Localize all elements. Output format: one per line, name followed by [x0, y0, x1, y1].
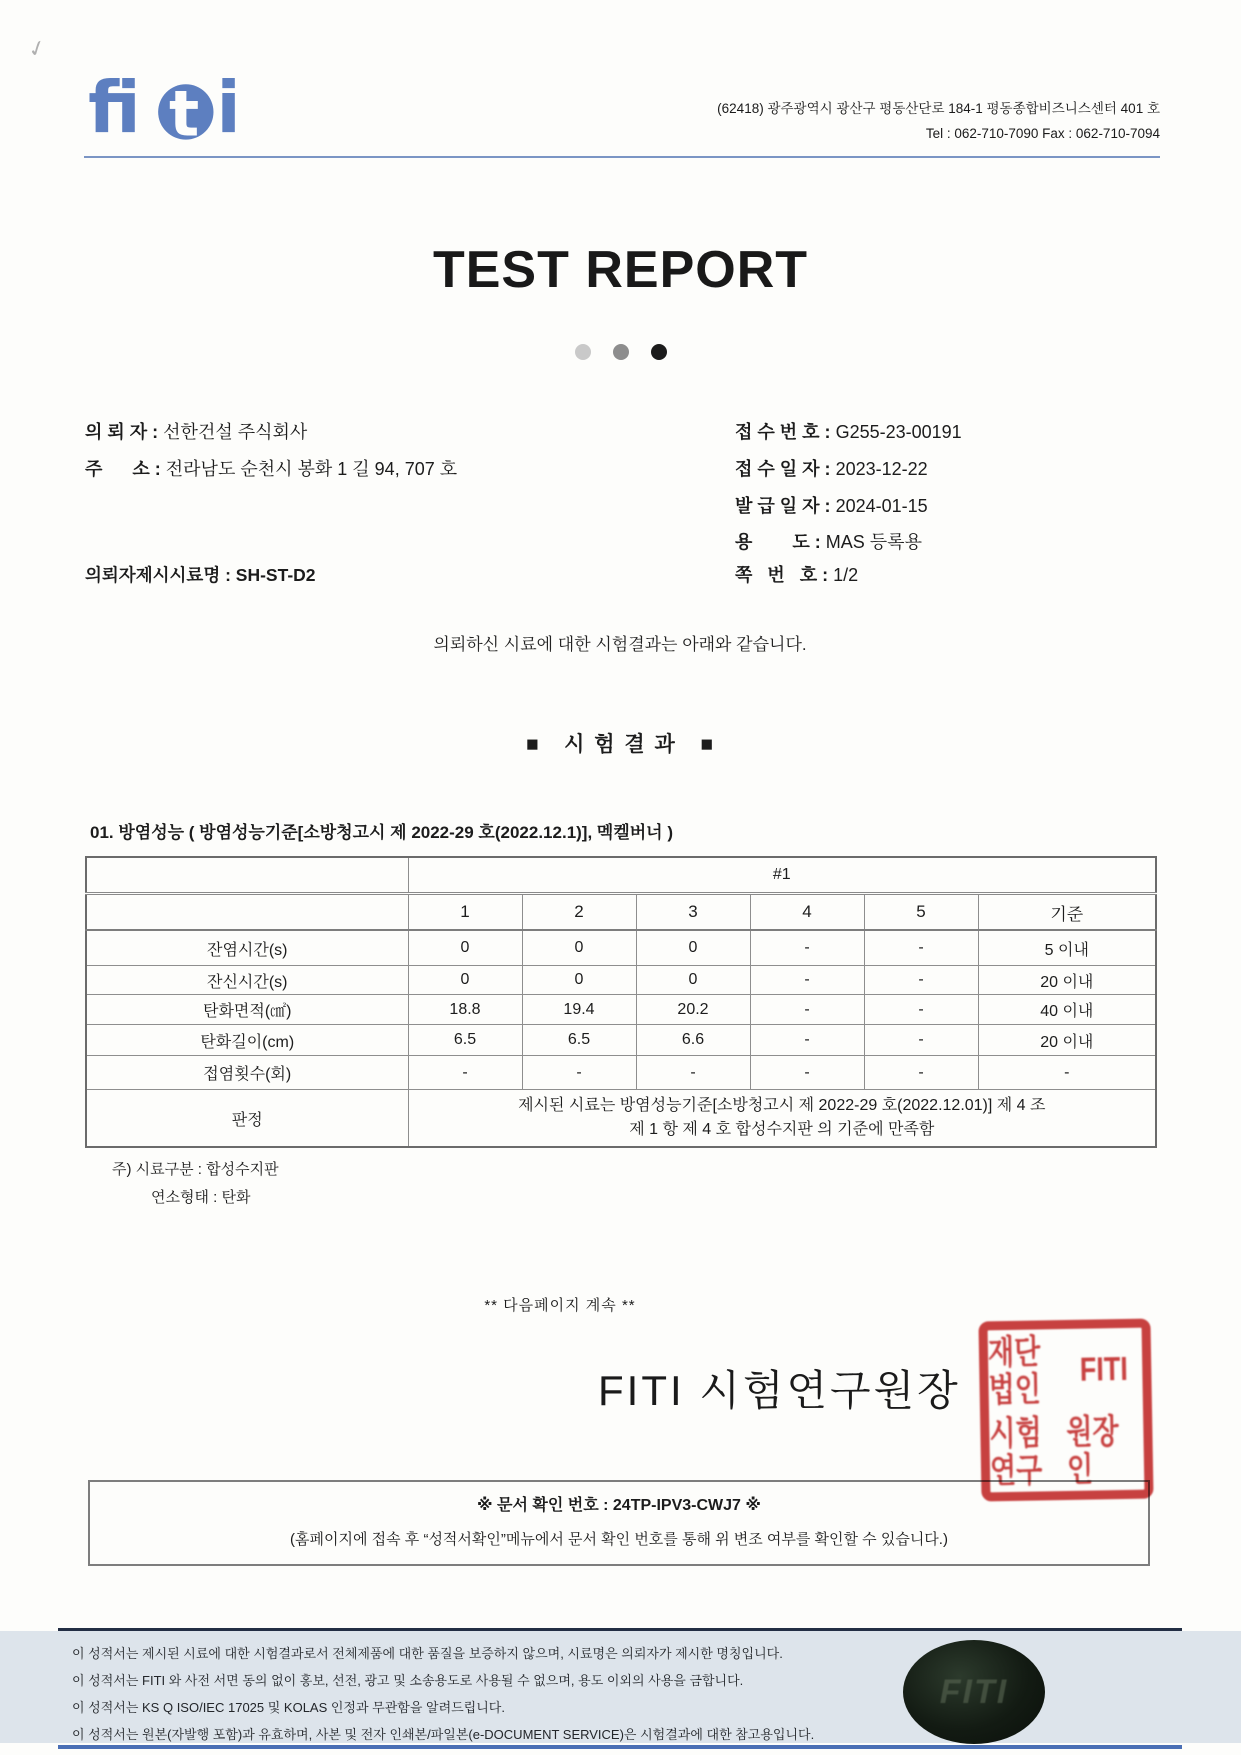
address-label: 주 소 : — [85, 459, 166, 479]
cell-criteria: 40 이내 — [978, 995, 1156, 1025]
col-header: 5 — [864, 894, 978, 931]
cell: 18.8 — [408, 995, 522, 1025]
lab-phone-fax: Tel : 062-710-7090 Fax : 062-710-7094 — [925, 126, 1160, 141]
verification-number: ※ 문서 확인 번호 : 24TP-IPV3-CWJ7 ※ — [477, 1497, 761, 1514]
address-row — [85, 458, 457, 480]
cell: 6.5 — [522, 1025, 636, 1056]
cell-criteria: 20 이내 — [978, 1025, 1156, 1056]
seal-text: 재단법인 — [987, 1332, 1042, 1409]
row-label: 잔염시간(s) — [86, 930, 408, 966]
row-label: 잔신시간(s) — [86, 966, 408, 995]
receipt-date-value: 2023-12-22 — [835, 459, 928, 479]
title-dots — [0, 344, 1241, 365]
verification-guide: (홈페이지에 접속 후 “성적서확인”메뉴에서 문서 확인 번호를 통해 위 변조 여부를 확인할 수 있습니다.) — [290, 1531, 948, 1548]
lab-address — [560, 96, 1160, 146]
cell: - — [864, 1025, 978, 1056]
address-value: 전라남도 순천시 봉화 1 길 94, 707 호 — [165, 459, 458, 479]
row-label: 접염횟수(회) — [86, 1056, 408, 1090]
footer-fiti-text: FITI — [939, 1672, 1009, 1711]
svg-text:i: i — [216, 70, 241, 150]
footer-line: 이 성적서는 KS Q ISO/IEC 17025 및 KOLAS 인정과 무관함을 알려드립니다. — [72, 1700, 505, 1715]
cell: 20.2 — [636, 995, 750, 1025]
table-row — [86, 995, 1156, 1025]
red-seal-stamp — [978, 1319, 1153, 1502]
footer-line: 이 성적서는 제시된 시료에 대한 시험결과로서 전체제품에 대한 품질을 보증하지 않으며, 시료명은 의뢰자가 제시한 명칭입니다. — [72, 1646, 783, 1661]
issue-date-value: 2024-01-15 — [835, 496, 928, 516]
seal-text: 시험연구 — [989, 1413, 1043, 1490]
purpose-label: 용 도 : — [735, 532, 826, 552]
client-row — [85, 421, 307, 443]
cell: 0 — [522, 930, 636, 966]
table-row — [86, 930, 1156, 966]
dot-medium — [613, 344, 629, 360]
intro-sentence: 의뢰하신 시료에 대한 시험결과는 아래와 같습니다. — [433, 635, 807, 654]
cell: - — [864, 1056, 978, 1090]
col-header-criteria: 기준 — [978, 894, 1156, 931]
note-burn-form: 연소형태 : 탄화 — [151, 1189, 251, 1206]
page-no-label: 쪽 번 호 : — [735, 565, 834, 585]
receipt-no-row — [735, 421, 962, 443]
seal-text: FITI — [1079, 1349, 1129, 1389]
table-row — [86, 1025, 1156, 1056]
empty-header-cell — [86, 894, 408, 931]
cell: - — [750, 1025, 864, 1056]
continuation-note: ** 다음페이지 계속 ** — [484, 1297, 636, 1314]
cell-criteria: 20 이내 — [978, 966, 1156, 995]
purpose-row — [735, 531, 922, 553]
seal-text: 원장인 — [1066, 1412, 1119, 1488]
header-divider — [84, 156, 1160, 158]
director-signature: FITI 시험연구원장 — [598, 1367, 961, 1414]
issue-date-row — [735, 495, 928, 517]
cell: - — [408, 1056, 522, 1090]
cell: 0 — [636, 930, 750, 966]
cell: 6.6 — [636, 1025, 750, 1056]
table-header-row — [86, 894, 1156, 931]
cell: 0 — [408, 930, 522, 966]
pen-mark: ✓ — [24, 33, 50, 64]
fiti-logo — [86, 70, 254, 155]
verdict-label: 판정 — [86, 1090, 408, 1148]
section-heading: ■ 시 험 결 과 ■ — [525, 733, 716, 756]
page-no-value: 1/2 — [833, 565, 859, 585]
receipt-date-row — [735, 458, 928, 480]
verdict-content — [408, 1090, 1156, 1148]
page-title: TEST REPORT — [432, 241, 809, 299]
sample-name-label: 의뢰자제시시료명 : — [85, 565, 236, 585]
verdict-line2: 제 1 항 제 4 호 합성수지판 의 기준에 만족함 — [629, 1121, 935, 1138]
client-label: 의 뢰 자 : — [85, 422, 164, 442]
purpose-value: MAS 등록용 — [825, 532, 922, 552]
row-label: 탄화면적(㎠) — [86, 995, 408, 1025]
footer-line: 이 성적서는 원본(자발행 포함)과 유효하며, 사본 및 전자 인쇄본/파일본(e-DOCUMENT SERVICE)은 시험결과에 대한 참고용입니다. — [72, 1727, 815, 1742]
dot-dark — [651, 344, 667, 360]
row-label: 탄화길이(cm) — [86, 1025, 408, 1056]
footer-fiti-stamp-icon — [903, 1640, 1045, 1744]
verdict-line1: 제시된 시료는 방염성능기준[소방청고시 제 2022-29 호(2022.12.01)] 제 4 조 — [518, 1097, 1046, 1114]
client-value: 선한건설 주식회사 — [163, 422, 308, 442]
sample-name-value: SH-ST-D2 — [235, 565, 316, 585]
footer-line: 이 성적서는 FITI 와 사전 서면 동의 없이 홍보, 선전, 광고 및 소송용도로 사용될 수 없으며, 용도 이외의 사용을 금합니다. — [72, 1673, 744, 1688]
cell: - — [864, 966, 978, 995]
footer-bottom-rule — [58, 1745, 1182, 1749]
cell: - — [750, 1056, 864, 1090]
cell: - — [750, 930, 864, 966]
cell: - — [750, 966, 864, 995]
cell-criteria: - — [978, 1056, 1156, 1090]
cell: 0 — [636, 966, 750, 995]
cell: 0 — [408, 966, 522, 995]
svg-text:fi: fi — [87, 70, 141, 150]
col-header: 2 — [522, 894, 636, 931]
issue-date-label: 발 급 일 자 : — [735, 496, 836, 516]
svg-text:t: t — [169, 76, 200, 150]
group-header-cell: #1 — [408, 857, 1156, 894]
cell: - — [636, 1056, 750, 1090]
sample-name-row — [85, 562, 316, 587]
page-no-row — [735, 564, 858, 586]
note-sample-type: 주) 시료구분 : 합성수지판 — [112, 1161, 279, 1178]
cell: 0 — [522, 966, 636, 995]
col-header: 3 — [636, 894, 750, 931]
receipt-date-label: 접 수 일 자 : — [735, 459, 836, 479]
receipt-no-value: G255-23-00191 — [835, 422, 962, 442]
cell: - — [864, 930, 978, 966]
col-header: 4 — [750, 894, 864, 931]
test-title: 01. 방염성능 ( 방염성능기준[소방청고시 제 2022-29 호(2022.12.1)], 멕켈버너 ) — [90, 823, 673, 842]
receipt-no-label: 접 수 번 호 : — [735, 422, 836, 442]
empty-corner-cell — [86, 857, 408, 894]
results-table-wrap — [85, 856, 1157, 1148]
footer-disclaimers — [72, 1640, 932, 1748]
results-table — [85, 856, 1157, 1148]
table-group-row — [86, 857, 1156, 894]
lab-address-line1: (62418) 광주광역시 광산구 평동산단로 184-1 평동종합비즈니스센터 401 호 — [717, 101, 1160, 116]
cell: 19.4 — [522, 995, 636, 1025]
cell: - — [864, 995, 978, 1025]
cell: 6.5 — [408, 1025, 522, 1056]
verdict-row — [86, 1090, 1156, 1148]
cell-criteria: 5 이내 — [978, 930, 1156, 966]
cell: - — [750, 995, 864, 1025]
col-header: 1 — [408, 894, 522, 931]
table-row — [86, 966, 1156, 995]
cell: - — [522, 1056, 636, 1090]
dot-light — [575, 344, 591, 360]
table-row — [86, 1056, 1156, 1090]
fiti-logo-icon — [86, 70, 254, 150]
